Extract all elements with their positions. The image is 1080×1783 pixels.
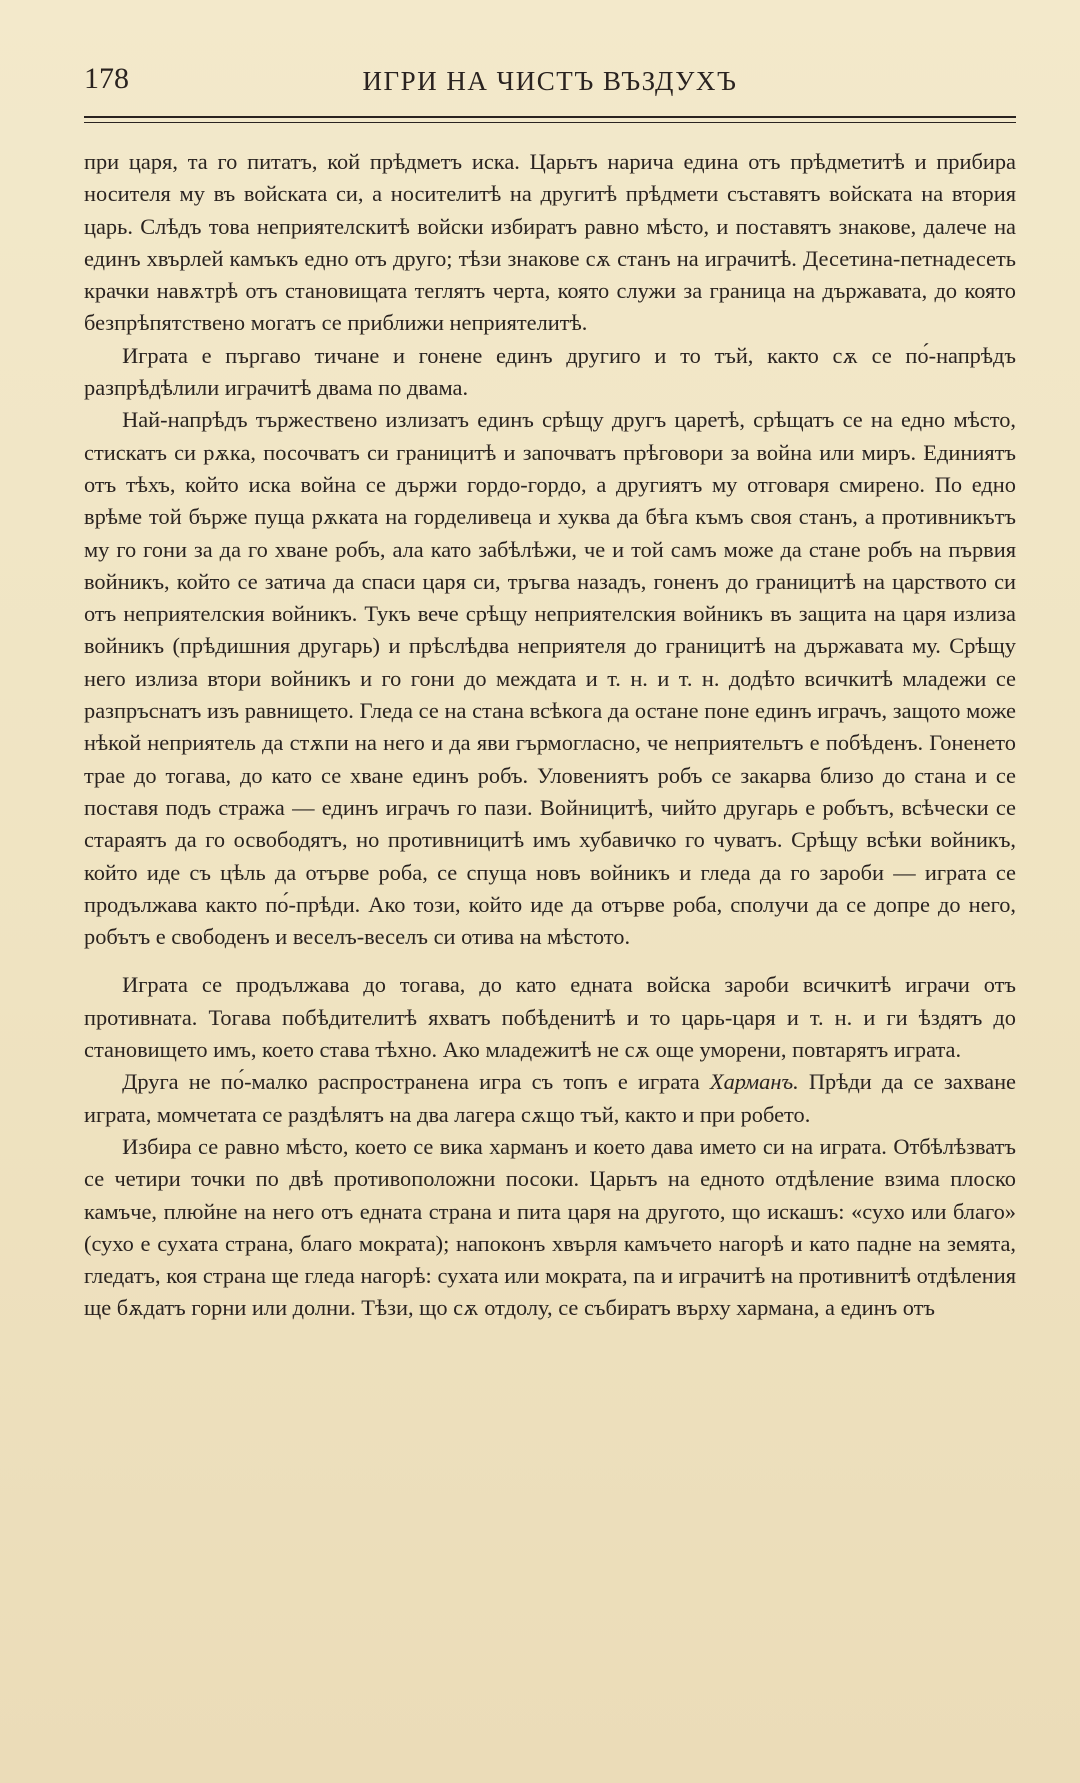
body-text	[84, 146, 1016, 1325]
paragraph-harman	[84, 1066, 1016, 1131]
paragraph: Играта се продължава до тогава, до като едната войска зароби всичкитѣ играчи отъ противната. Тогава побѣдителитѣ яхватъ побѣденитѣ и то царь-царя и т. н. и ги ѣздятъ до становището имъ, което става тѣхно. Ако младежитѣ не сѫ още уморени, повтарятъ играта.	[84, 972, 1016, 1063]
running-head: ИГРИ НА ЧИСТЪ ВЪЗДУХЪ	[362, 66, 738, 96]
header-rule	[84, 112, 1016, 128]
page-number: 178	[84, 62, 129, 95]
paragraph: Играта е пъргаво тичане и гонене единъ другиго и то тъй, както сѫ се по́-напрѣдъ разпрѣдѣлили играчитѣ двама по двама.	[84, 342, 1016, 401]
header-rule-thick	[84, 116, 1016, 118]
paragraph: Избира се равно мѣсто, което се вика харманъ и което дава името си на играта. Отбѣлѣзватъ се четири точки по двѣ противоположни посоки. Царьтъ на едното отдѣление взима плоско камъче, плюйне на него отъ едната страна и пита царя на другото, що искашъ: «сухо или благо» (сухо е сухата страна, благо мократа); напоконъ хвърля камъчето нагорѣ и като падне на земята, гледатъ, коя страна ще гледа нагорѣ: сухата или мократа, па и играчитѣ на противнитѣ отдѣления ще бѫдатъ горни или долни. Тѣзи, що сѫ отдолу, се събиратъ върху хармана, а единъ отъ	[84, 1133, 1016, 1321]
page-header	[84, 62, 1016, 106]
paragraph: Най-напрѣдъ тържествено излизатъ единъ срѣщу другъ царетѣ, срѣщатъ се на едно мѣсто, стискатъ си рѫка, посочватъ си границитѣ и започватъ прѣговори за война или миръ. Единиятъ отъ тѣхъ, който иска война се държи гордо-гордо, а другиятъ му отговаря смирено. По едно врѣме той бърже пуща рѫката на горделивеца и хуква да бѣга къмъ своя станъ, а противникътъ му го гони за да го хване робъ, ала като забѣлѣжи, че и той самъ може да стане робъ на първия войникъ, който се затича да спаси царя си, тръгва назадъ, гоненъ до границитѣ на царството си отъ неприятелския войникъ. Тукъ вече срѣщу неприятелския войникъ въ защита на царя излиза войникъ (прѣдишния другарь) и прѣслѣдва неприятеля до границитѣ на държавата му. Срѣщу него излиза втори войникъ и го гони до междата и т. н. и т. н. додѣто всичкитѣ младежи се разпръснатъ изъ равнището. Гледа се на стана всѣкога да остане поне единъ играчъ, защото може нѣкой неприятель да стѫпи на него и да яви гърмогласно, че неприятельтъ е побѣденъ. Гоненето трае до тогава, до като се хване единъ робъ. Уловениятъ робъ се закарва близо до стана и се поставя подъ стража — единъ играчъ го пази. Войницитѣ, чийто другарь е робътъ, всѣчески се стараятъ да го освободятъ, но противницитѣ имъ хубавичко го чуватъ. Срѣщу всѣки войникъ, който иде съ цѣль да отърве роба, се спуща новъ войникъ и гледа да го зароби — играта се продължава както по́-прѣди. Ако този, който иде да отърве роба, сполучи да се допре до него, робътъ е свободенъ и веселъ-веселъ си отива на мѣстото.	[84, 407, 1016, 950]
game-title-harman: Харманъ.	[709, 1069, 799, 1095]
header-rule-thin	[84, 122, 1016, 123]
paragraph-continued: при царя, та го питатъ, кой прѣдметъ иска. Царьтъ нарича единa отъ прѣдметитѣ и прибира носителя му въ войската си, а носителитѣ на другитѣ прѣдмети съставятъ войската на втория царь. Слѣдъ това неприятелскитѣ войски избиратъ равно мѣсто, и поставятъ знакове, далече на единъ хвърлей камъкъ едно отъ друго; тѣзи знакове сѫ станъ на играчитѣ. Десетина-петнадесеть крачки навѫтрѣ отъ становищата теглятъ черта, която служи за граница на държавата, до която безпрѣпятствено могатъ се приближи неприятелитѣ.	[84, 149, 1016, 336]
harman-text-after: Прѣди да се захване играта, момчетата се раздѣлятъ на два лагера сѫщо тъй, както и при робето.	[84, 1069, 1016, 1127]
harman-text-before: Друга не по́-малко распространена игра съ топъ е играта	[122, 1069, 710, 1095]
